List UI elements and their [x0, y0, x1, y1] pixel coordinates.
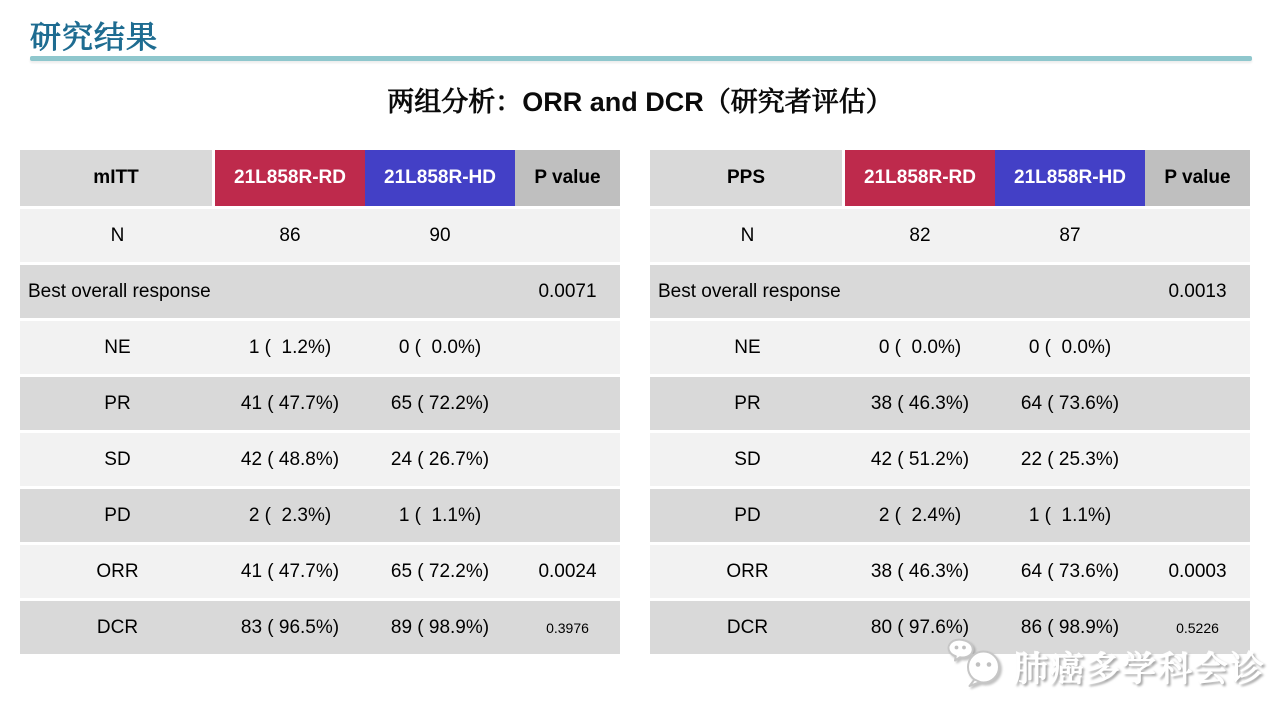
wechat-icon	[946, 637, 1004, 696]
pps-population-header: PPS	[650, 150, 842, 206]
hd-value: 90	[429, 224, 451, 246]
rd-value: 82	[909, 224, 931, 246]
rd-value: 1 ( 1.2%)	[248, 336, 332, 358]
row-label: SD	[104, 448, 131, 470]
hd-value: 65 ( 72.2%)	[390, 392, 490, 414]
p-value: 0.0071	[538, 280, 597, 302]
rd-value: 86	[279, 224, 301, 246]
title-underline	[30, 56, 1252, 61]
p-value: 0.0003	[1168, 560, 1227, 582]
rd-value: 2 ( 2.4%)	[878, 504, 962, 526]
pps-pvalue-header: P value	[1145, 150, 1250, 206]
p-value	[515, 209, 620, 262]
pps-group-hd-header: 21L858R-HD	[995, 150, 1145, 206]
table-row-orr	[650, 545, 1250, 598]
mitt-group-hd-header: 21L858R-HD	[365, 150, 515, 206]
row-label: DCR	[726, 616, 769, 638]
hd-value: 1 ( 1.1%)	[1028, 504, 1112, 526]
hd-value: 86 ( 98.9%)	[1020, 616, 1120, 638]
watermark	[946, 638, 1266, 694]
table-row-dcr	[20, 601, 620, 654]
p-value	[1145, 433, 1250, 486]
hd-value: 22 ( 25.3%)	[1020, 448, 1120, 470]
rd-value: 41 ( 47.7%)	[240, 392, 340, 414]
row-label: PR	[734, 392, 761, 414]
table-row-pr	[650, 377, 1250, 430]
rd-value: 38 ( 46.3%)	[870, 392, 970, 414]
table-row-n	[650, 209, 1250, 262]
mitt-population-header: mITT	[20, 150, 212, 206]
table-row-sd	[20, 433, 620, 486]
rd-value: 83 ( 96.5%)	[240, 616, 340, 638]
table-row-sd	[650, 433, 1250, 486]
rd-value: 80 ( 97.6%)	[870, 616, 970, 638]
p-value	[1145, 321, 1250, 374]
p-value: 0.0013	[1168, 280, 1227, 302]
hd-value: 64 ( 73.6%)	[1020, 560, 1120, 582]
table-row-best-overall-response	[20, 265, 620, 318]
mitt-group-rd-header: 21L858R-RD	[215, 150, 365, 206]
mitt-pvalue-header: P value	[515, 150, 620, 206]
rd-value: 42 ( 51.2%)	[870, 448, 970, 470]
row-label: NE	[104, 336, 131, 358]
hd-value: 24 ( 26.7%)	[390, 448, 490, 470]
hd-value: 89 ( 98.9%)	[390, 616, 490, 638]
p-value	[1145, 377, 1250, 430]
table-row-orr	[20, 545, 620, 598]
hd-value: 64 ( 73.6%)	[1020, 392, 1120, 414]
slide-subtitle: 两组分析：ORR and DCR（研究者评估）	[387, 87, 893, 117]
pps-group-rd-header: 21L858R-RD	[845, 150, 995, 206]
p-value	[515, 321, 620, 374]
p-value	[1145, 489, 1250, 542]
table-row-best-overall-response	[650, 265, 1250, 318]
table-row-ne	[650, 321, 1250, 374]
p-value: 0.5226	[1176, 619, 1219, 636]
rd-value: 41 ( 47.7%)	[240, 560, 340, 582]
pps-table-header	[650, 150, 1250, 206]
row-label: N	[740, 224, 755, 246]
rd-value: 42 ( 48.8%)	[240, 448, 340, 470]
row-label: Best overall response	[28, 280, 211, 302]
table-row-pr	[20, 377, 620, 430]
row-label: PD	[104, 504, 131, 526]
rd-value: 38 ( 46.3%)	[870, 560, 970, 582]
hd-value: 0 ( 0.0%)	[398, 336, 482, 358]
rd-value	[215, 265, 365, 318]
p-value	[515, 377, 620, 430]
mitt-table	[20, 150, 620, 657]
row-label: N	[110, 224, 125, 246]
table-row-pd	[20, 489, 620, 542]
p-value	[1145, 209, 1250, 262]
p-value	[515, 433, 620, 486]
hd-value: 65 ( 72.2%)	[390, 560, 490, 582]
watermark-text: 肺癌多学科会诊	[1014, 650, 1266, 689]
row-label: DCR	[96, 616, 139, 638]
row-label: ORR	[96, 560, 139, 582]
rd-value: 0 ( 0.0%)	[878, 336, 962, 358]
hd-value: 87	[1059, 224, 1081, 246]
hd-value: 0 ( 0.0%)	[1028, 336, 1112, 358]
row-label: PR	[104, 392, 131, 414]
p-value: 0.3976	[546, 619, 589, 636]
row-label: Best overall response	[658, 280, 841, 302]
row-label: SD	[734, 448, 761, 470]
row-label: PD	[734, 504, 761, 526]
mitt-table-header	[20, 150, 620, 206]
pps-table-body	[650, 209, 1250, 654]
rd-value: 2 ( 2.3%)	[248, 504, 332, 526]
p-value: 0.0024	[538, 560, 597, 582]
page-title: 研究结果	[30, 20, 158, 55]
row-label: NE	[734, 336, 761, 358]
table-row-n	[20, 209, 620, 262]
pps-table	[650, 150, 1250, 657]
hd-value	[365, 265, 515, 318]
table-row-ne	[20, 321, 620, 374]
hd-value: 1 ( 1.1%)	[398, 504, 482, 526]
row-label: ORR	[726, 560, 769, 582]
p-value	[515, 489, 620, 542]
table-row-pd	[650, 489, 1250, 542]
hd-value	[995, 265, 1145, 318]
mitt-table-body	[20, 209, 620, 654]
rd-value	[845, 265, 995, 318]
